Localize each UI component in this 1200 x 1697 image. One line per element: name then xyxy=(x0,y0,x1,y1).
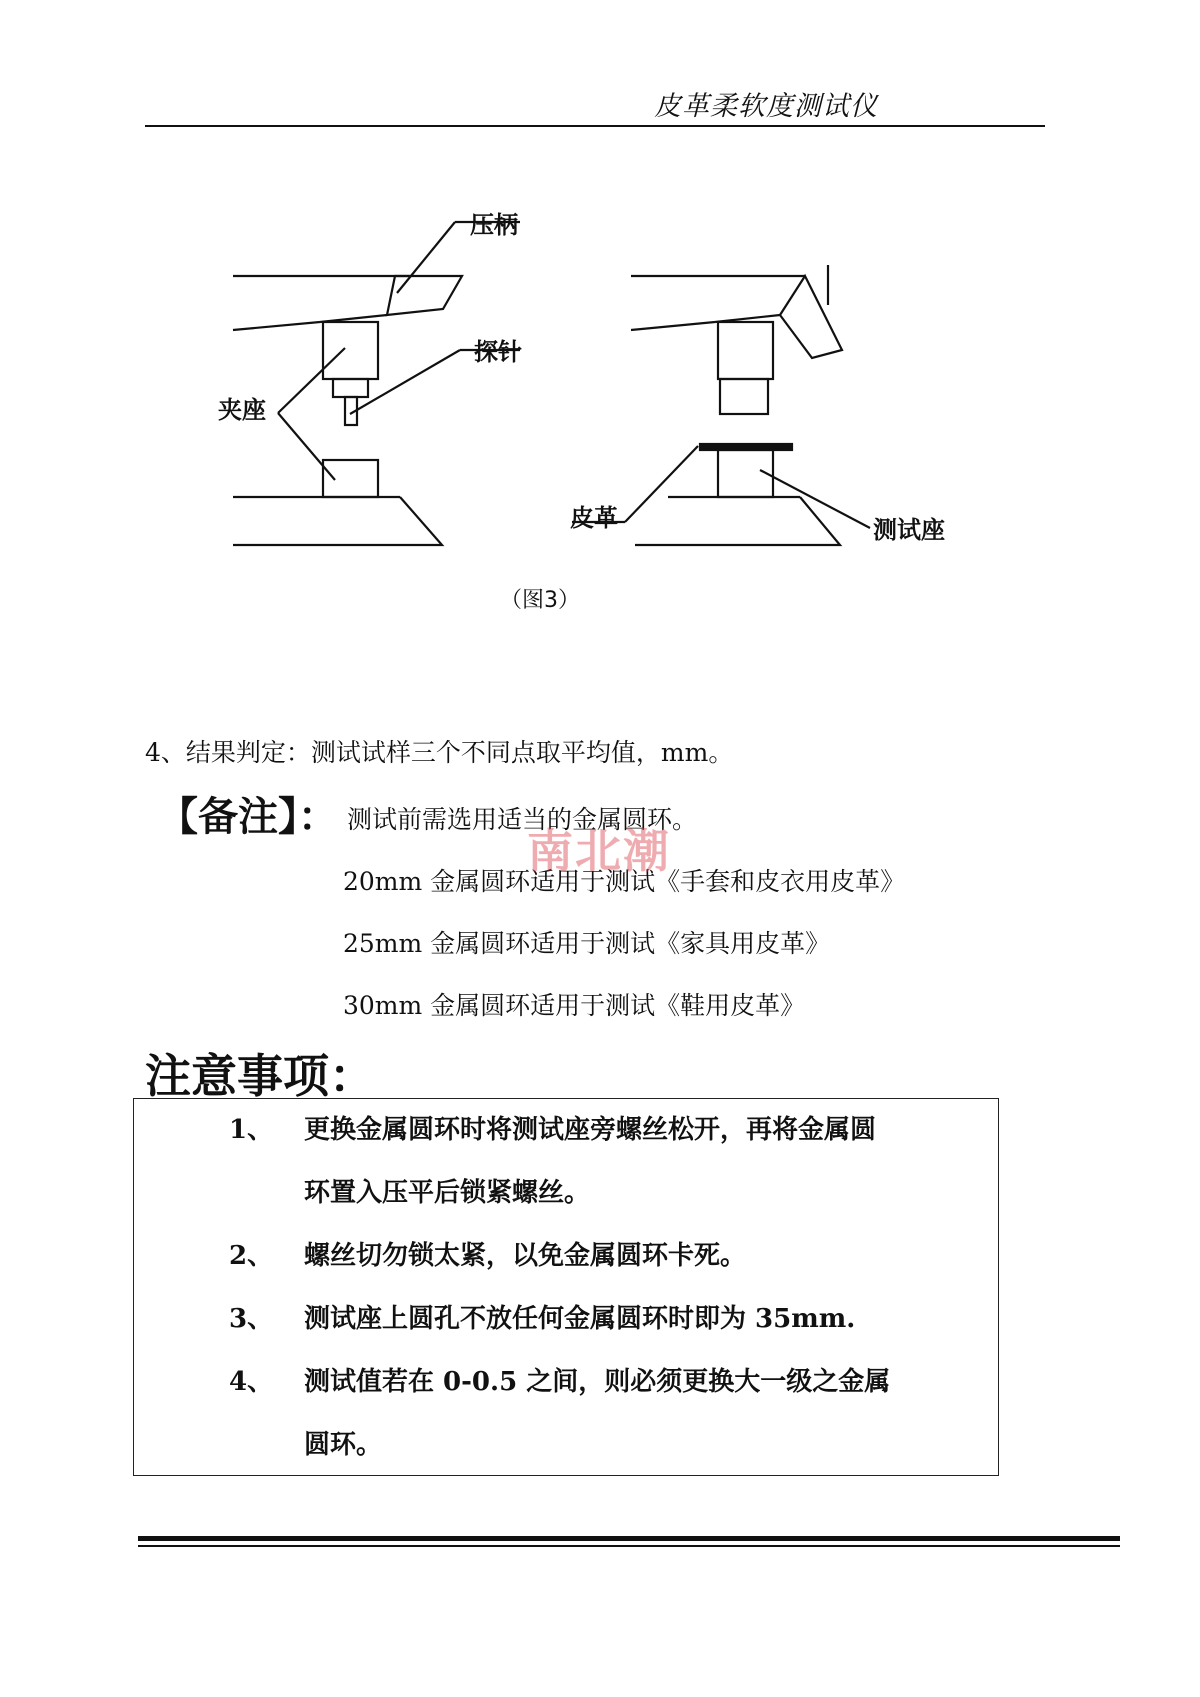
label-clamp-seat: 夹座 xyxy=(218,396,266,424)
note-line: 20mm 金属圆环适用于测试《手套和皮衣用皮革》 xyxy=(343,867,906,896)
caution-item-text: 测试值若在 0-0.5 之间，则必须更换大一级之金属 xyxy=(304,1367,891,1397)
caution-item-number: 2、 xyxy=(229,1241,274,1271)
caution-item-number: 1、 xyxy=(229,1115,274,1145)
note-line: 测试前需选用适当的金属圆环。 xyxy=(347,805,698,834)
caution-title: 注意事项： xyxy=(145,1049,375,1103)
label-test-seat: 测试座 xyxy=(873,516,945,544)
diagram-drawing xyxy=(0,0,1200,640)
figure-3-diagram xyxy=(0,0,1200,640)
caution-item-number: 4、 xyxy=(229,1367,274,1397)
caution-item-number: 3、 xyxy=(229,1304,274,1334)
caution-item-text: 更换金属圆环时将测试座旁螺丝松开，再将金属圆 xyxy=(304,1115,877,1145)
document-title: 皮革柔软度测试仪 xyxy=(654,91,878,122)
footer-divider-thick xyxy=(138,1536,1120,1541)
caution-item-text: 螺丝切勿锁太紧，以免金属圆环卡死。 xyxy=(304,1241,747,1271)
caution-box xyxy=(133,1098,999,1476)
caution-item-text: 测试座上圆孔不放任何金属圆环时即为 35mm. xyxy=(304,1304,856,1334)
figure-caption: （图3） xyxy=(500,588,580,613)
footer-divider-thin xyxy=(138,1545,1120,1547)
note-heading: 【备注】： xyxy=(158,794,338,840)
watermark: 南北潮 xyxy=(527,824,671,878)
result-judgement: 4、结果判定：测试试样三个不同点取平均值，mm。 xyxy=(145,738,734,767)
label-handle: 压柄 xyxy=(470,211,518,239)
note-line: 25mm 金属圆环适用于测试《家具用皮革》 xyxy=(343,929,831,958)
caution-item-text: 环置入压平后锁紧螺丝。 xyxy=(304,1178,591,1208)
label-leather: 皮革 xyxy=(570,504,618,532)
label-probe: 探针 xyxy=(474,338,522,366)
caution-item-text: 圆环。 xyxy=(304,1430,383,1460)
note-line: 30mm 金属圆环适用于测试《鞋用皮革》 xyxy=(343,991,806,1020)
